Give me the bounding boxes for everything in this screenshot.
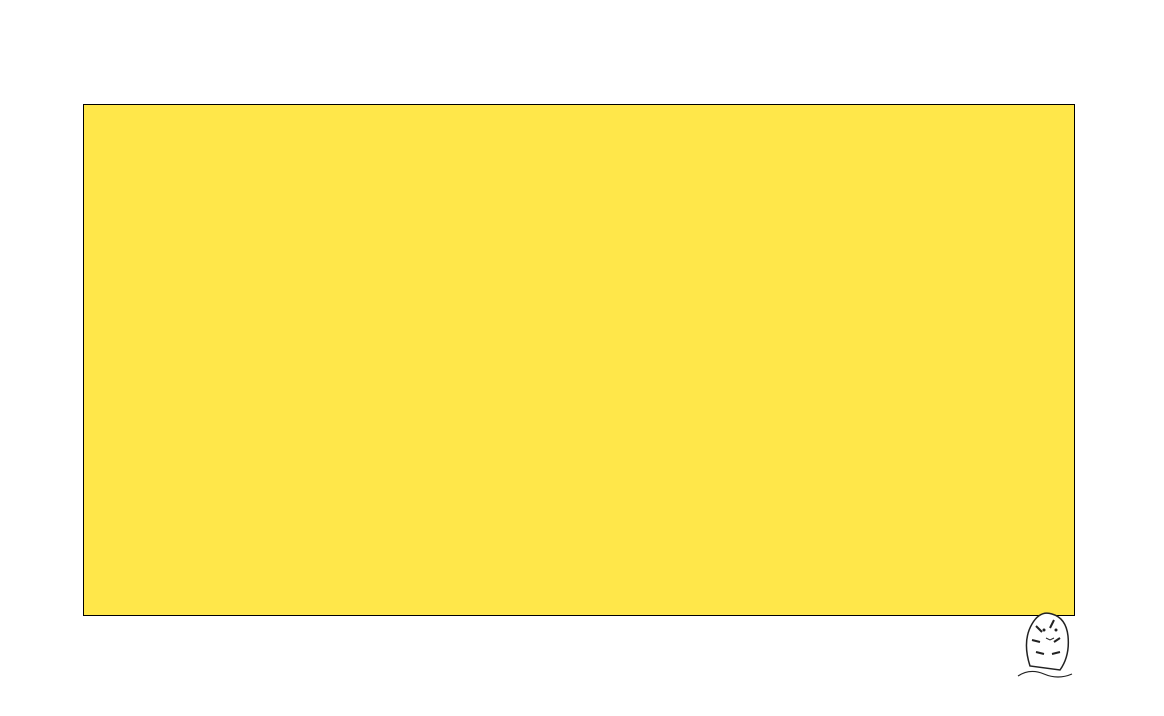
tiger-logo-icon bbox=[1010, 596, 1080, 680]
phrase-sheet bbox=[83, 104, 1075, 616]
